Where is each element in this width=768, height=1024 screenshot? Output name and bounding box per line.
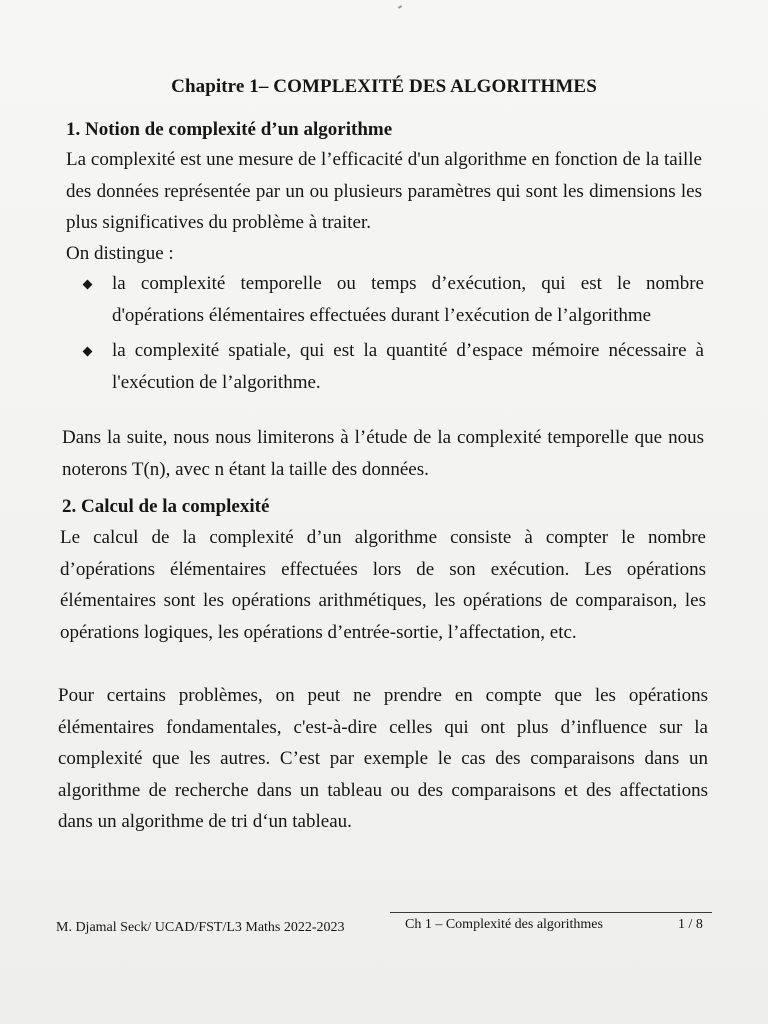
section-1-paragraph-2: Dans la suite, nous nous limiterons à l’étude de la complexité temporelle que nous noterons T(n), avec n étant la taille des données. <box>62 427 704 480</box>
scan-speck <box>398 5 402 9</box>
list-item-text: la complexité spatiale, qui est la quantité d’espace mémoire nécessaire à l'exécution de l’algorithme. <box>112 340 704 393</box>
section-2-paragraph-2: Pour certains problèmes, on peut ne prendre en compte que les opérations élémentaires fondamentales, c'est-à-dire celles qui ont plus d’influence sur la complexité que les autres. C’est par exemple le cas des comparaisons dans un algorithme de recherche dans un tableau ou des comparaisons et des affectations dans un algorithme de tri d‘un tableau. <box>58 685 708 832</box>
footer-author: M. Djamal Seck/ UCAD/FST/L3 Maths 2022-2023 <box>56 920 345 935</box>
section-1-intro: On distingue : <box>66 243 174 264</box>
section-2-paragraph-1: Le calcul de la complexité d’un algorithme consiste à compter le nombre d’opérations élémentaires effectuées lors de son exécution. Les opérations élémentaires sont les opérations arithmétiques, les opérations de comparaison, les opérations logiques, les opérations d’entrée-sortie, l’affectation, etc. <box>60 527 706 643</box>
diamond-bullet-icon <box>83 347 93 357</box>
list-item-text: la complexité temporelle ou temps d’exécution, qui est le nombre d'opérations élémentaires effectuées durant l’exécution de l’algorithme <box>112 273 704 326</box>
section-2-heading: 2. Calcul de la complexité <box>62 496 270 517</box>
section-1-paragraph-1: La complexité est une mesure de l’efficacité d'un algorithme en fonction de la taille des données représentée par un ou plusieurs paramètres qui sont les dimensions les plus significatives du problème à traiter. <box>66 149 702 233</box>
chapter-title: Chapitre 1– COMPLEXITÉ DES ALGORITHMES <box>171 76 597 97</box>
list-item <box>84 335 704 398</box>
footer-chapter: Ch 1 – Complexité des algorithmes <box>405 917 603 932</box>
footer-divider <box>390 912 712 913</box>
list-item <box>84 268 704 331</box>
complexity-types-list <box>84 268 704 398</box>
diamond-bullet-icon <box>83 280 93 290</box>
section-1-heading: 1. Notion de complexité d’un algorithme <box>66 119 393 140</box>
page-number: 1 / 8 <box>678 917 703 932</box>
